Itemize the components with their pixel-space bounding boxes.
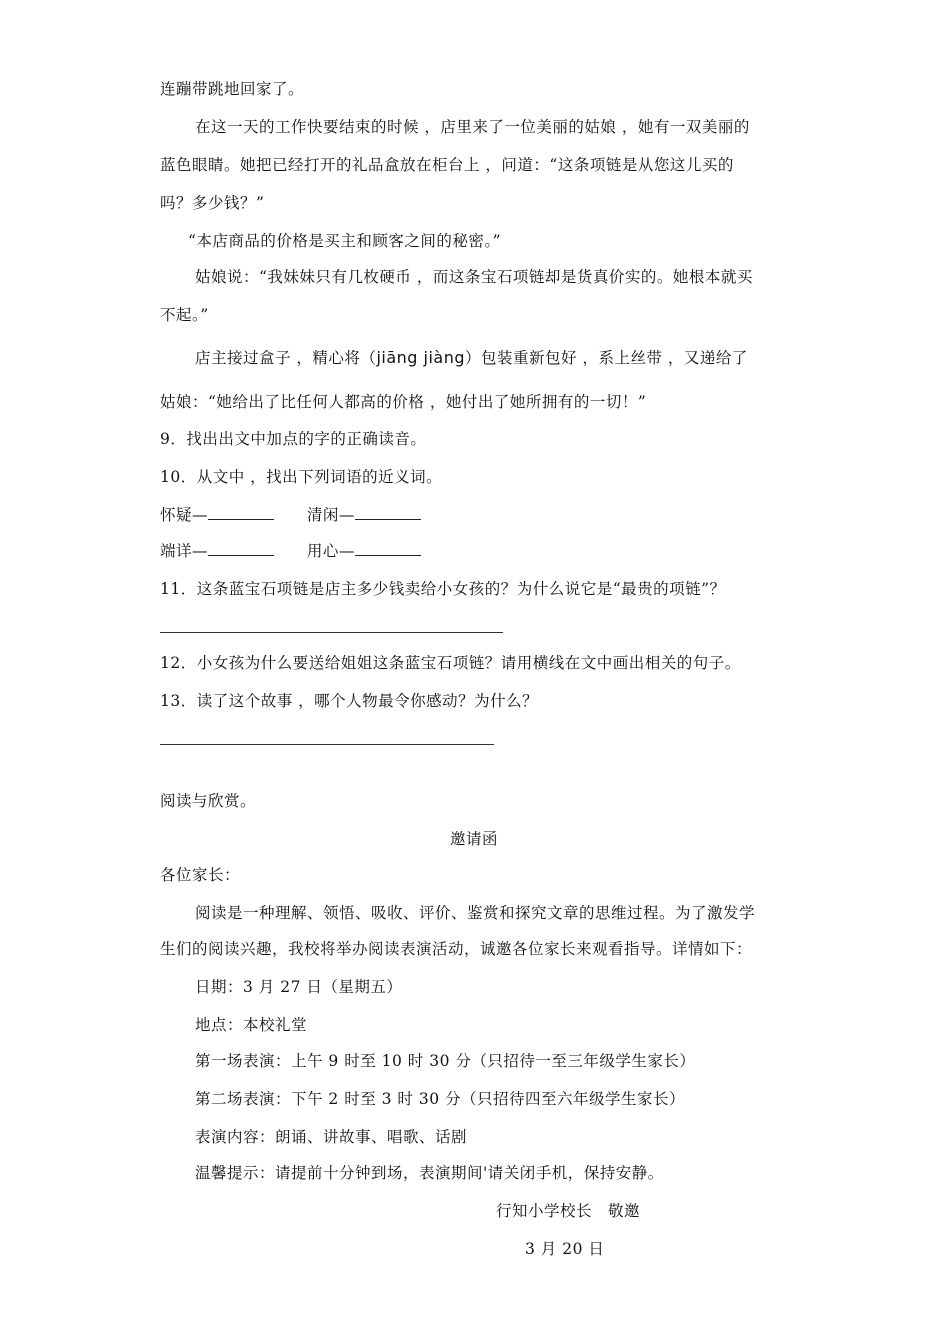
section-heading: 阅读与欣赏。 xyxy=(160,792,257,810)
invitation-show-2: 第二场表演：下午 2 时至 3 时 30 分（只招待四至六年级学生家长） xyxy=(195,1090,686,1108)
invitation-date: 日期：3 月 27 日（星期五） xyxy=(195,978,403,996)
answer-line[interactable] xyxy=(160,744,494,745)
synonym-word: 用心— xyxy=(306,542,355,560)
story-line: 在这一天的工作快要结束的时候 ，店里来了一位美丽的姑娘 ，她有一双美丽的 xyxy=(195,118,750,136)
story-line: 连蹦带跳地回家了。 xyxy=(160,80,305,98)
question-13: 13．读了这个故事 ，哪个人物最令你感动？为什么？ xyxy=(160,692,539,710)
invitation-content: 表演内容：朗诵、讲故事、唱歌、话剧 xyxy=(195,1128,468,1146)
synonym-word: 怀疑— xyxy=(160,506,209,524)
invitation-tip: 温馨提示：请提前十分钟到场，表演期间'请关闭手机，保持安静。 xyxy=(195,1164,664,1182)
answer-blank[interactable] xyxy=(208,505,274,520)
question-9: 9．找出出文中加点的字的正确读音。 xyxy=(160,430,427,448)
synonym-row xyxy=(160,504,421,526)
story-line: 不起。” xyxy=(160,306,209,324)
invitation-place: 地点：本校礼堂 xyxy=(195,1016,308,1034)
question-11: 11．这条蓝宝石项链是店主多少钱卖给小女孩的？为什么说它是“最贵的项链”？ xyxy=(160,580,726,598)
story-text-segment: ）包装重新包好 ，系上丝带 ，又递给了 xyxy=(465,349,748,367)
invitation-greeting: 各位家长： xyxy=(160,866,241,884)
answer-blank[interactable] xyxy=(208,541,274,556)
invitation-show-1: 第一场表演：上午 9 时至 10 时 30 分（只招待一至三年级学生家长） xyxy=(195,1052,696,1070)
story-text-segment: 店主接过盒子 ，精心将（ xyxy=(195,349,377,367)
synonym-row xyxy=(160,540,421,562)
invitation-title: 邀请函 xyxy=(450,830,499,848)
story-line xyxy=(195,347,748,369)
synonym-word: 端详— xyxy=(160,542,209,560)
story-line: “本店商品的价格是买主和顾客之间的秘密。” xyxy=(188,232,502,250)
question-10: 10．从文中 ，找出下列词语的近义词。 xyxy=(160,468,443,486)
story-line: 姑娘：“她给出了比任何人都高的价格 ，她付出了她所拥有的一切！” xyxy=(160,393,647,411)
answer-blank[interactable] xyxy=(355,505,421,520)
story-line: 姑娘说：“我妹妹只有几枚硬币 ，而这条宝石项链却是货真价实的。她根本就买 xyxy=(195,268,753,286)
invitation-signature: 行知小学校长 敬邀 xyxy=(496,1202,641,1220)
question-12: 12．小女孩为什么要送给姐姐这条蓝宝石项链？请用横线在文中画出相关的句子。 xyxy=(160,654,741,672)
invitation-body: 生们的阅读兴趣，我校将举办阅读表演活动，诚邀各位家长来观看指导。详情如下： xyxy=(160,940,753,958)
pinyin-options: jiāng jiàng xyxy=(376,348,466,367)
synonym-word: 清闲— xyxy=(306,506,355,524)
answer-blank[interactable] xyxy=(355,541,421,556)
story-line: 吗？多少钱？” xyxy=(160,194,265,212)
invitation-body: 阅读是一种理解、领悟、吸收、评价、鉴赏和探究文章的思维过程。为了激发学 xyxy=(195,904,756,922)
answer-line[interactable] xyxy=(160,632,503,633)
story-line: 蓝色眼睛。她把已经打开的礼品盒放在柜台上 ，问道：“这条项链是从您这儿买的 xyxy=(160,156,734,174)
invitation-date-signed: 3 月 20 日 xyxy=(525,1240,605,1258)
